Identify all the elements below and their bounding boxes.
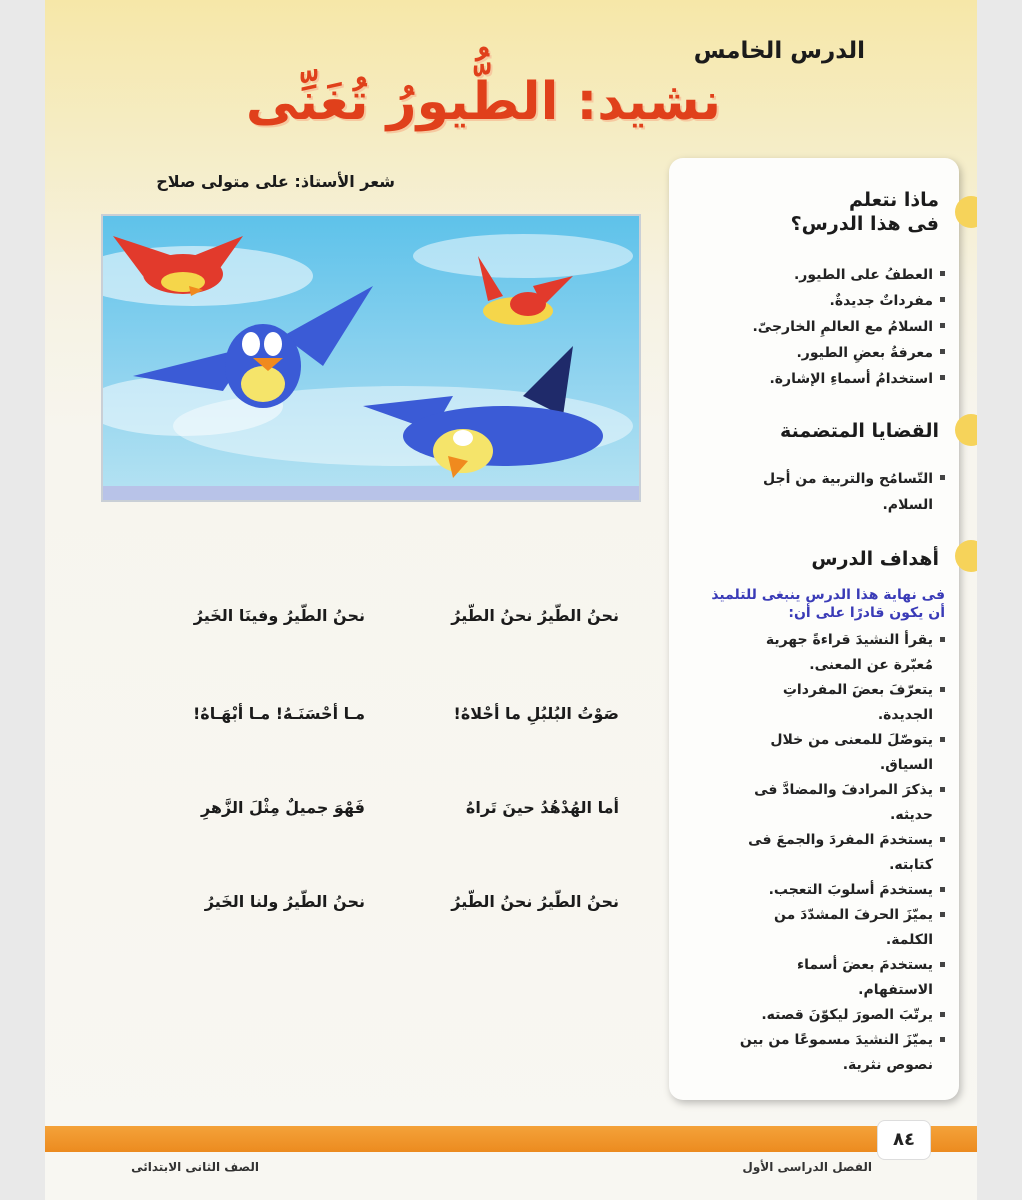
list-item: مفرداتٌ جديدةٌ. [695,288,945,314]
list-item: يستخدمَ بعضَ أسماء الاستفهام. [727,953,945,1003]
lesson-title: نشيد: الطُّيورُ تُغَنِّى [245,72,721,132]
footer-bar [45,1126,977,1152]
birds-drawing [103,216,639,500]
grade-label: الصف الثانى الابتدائى [131,1160,259,1174]
section-dot-icon [955,414,977,446]
section-dot-icon [955,540,977,572]
verse-second-half: فَهْوَ جميلٌ مِثْلَ الزَّهرِ [200,798,365,817]
verse-second-half: نحنُ الطّيرُ ولنا الخَيرُ [204,892,365,911]
issues-heading: القضايا المتضمنة [780,420,939,442]
term-label: الفصل الدراسى الأول [742,1160,872,1174]
section-dot-icon [955,196,977,228]
heading-line: ماذا نتعلم [848,189,939,211]
objectives-heading: أهداف الدرس [811,548,939,570]
verse-second-half: نحنُ الطّيرُ وفينَا الخَيرُ [193,606,365,625]
poet-credit: شعر الأستاذ: على متولى صلاح [156,172,395,191]
issues-list [735,466,945,518]
verse-first-half: أما الهُدْهُدُ حينَ تَراهُ [465,798,619,817]
lesson-number: الدرس الخامس [693,38,865,64]
list-item: يتوصّلَ للمعنى من خلال السياق. [727,728,945,778]
list-item: يذكرَ المرادفَ والمضادَّ فى حديثه. [727,778,945,828]
verse-first-half: صَوْتُ البُلبُلِ ما أحْلاهُ! [453,704,619,723]
list-item: يميّزَ الحرفَ المشدّدَ من الكلمة. [727,903,945,953]
verse-first-half: نحنُ الطّيرُ نحنُ الطّيرُ [451,892,619,911]
lesson-sidebar [669,158,959,1100]
objectives-intro: فى نهاية هذا الدرس ينبغى للتلميذ أن يكون قادرًا على أن: [711,587,945,621]
list-item: يستخدمَ المفردَ والجمعَ فى كتابته. [727,828,945,878]
list-item: العطفُ على الطيور. [695,262,945,288]
list-item: يرتّبَ الصورَ ليكوّنَ قصته. [727,1003,945,1028]
list-item: يستخدمَ أسلوبَ التعجب. [727,878,945,903]
verse-first-half: نحنُ الطّيرُ نحنُ الطّيرُ [451,606,619,625]
what-we-learn-heading [791,188,939,236]
list-item: التّسامُح والتربية من أجل السلام. [735,466,945,518]
list-item: استخدامُ أسماءِ الإشارة. [695,366,945,392]
verse-second-half: مـا أحْسَنَـهُ! مـا أبْهَـاهُ! [192,704,365,723]
list-item: معرفةُ بعضِ الطيور. [695,340,945,366]
what-we-learn-list [695,262,945,392]
list-item: يقرأ النشيدَ قراءةً جهرية مُعبّرة عن المعنى. [727,628,945,678]
heading-line: فى هذا الدرس؟ [790,213,939,235]
objectives-list [727,628,945,1078]
list-item: السلامُ مع العالمِ الخارجىّ. [695,314,945,340]
textbook-page [45,0,977,1200]
birds-illustration [101,214,641,502]
list-item: يتعرّفَ بعضَ المفرداتِ الجديدة. [727,678,945,728]
list-item: يميّزَ النشيدَ مسموعًا من بين نصوص نثرية. [727,1028,945,1078]
page-number: ٨٤ [877,1120,931,1160]
